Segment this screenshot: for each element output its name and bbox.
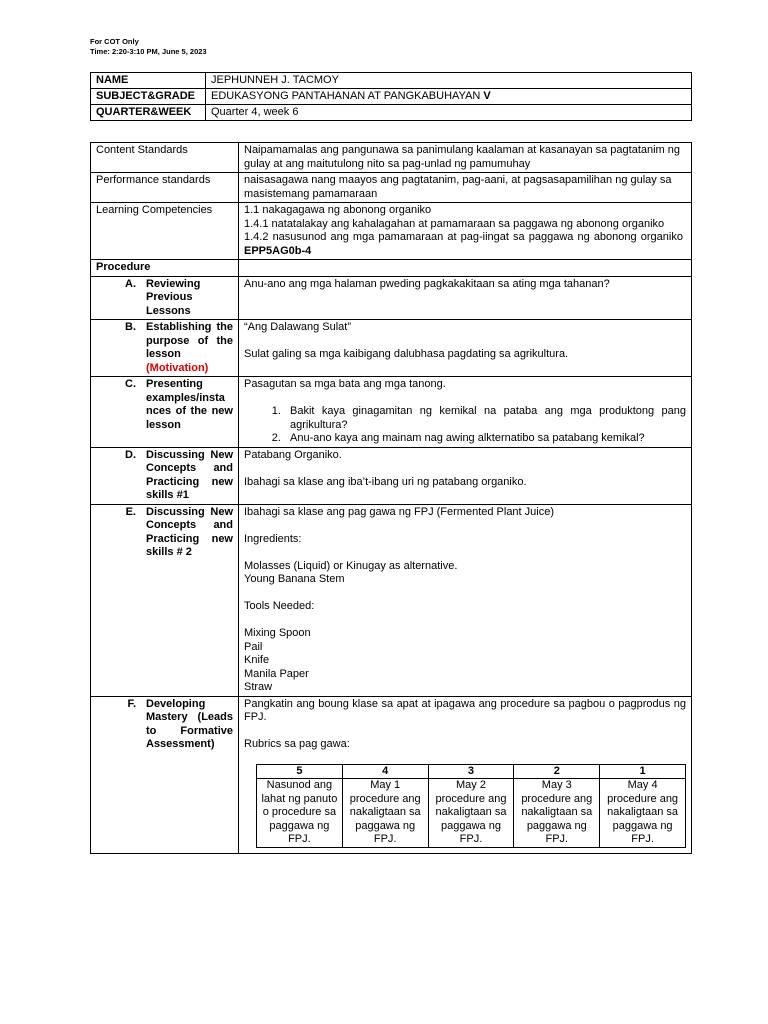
lesson-plan-table	[90, 142, 692, 854]
rubric-score: 5	[257, 764, 343, 779]
subject-value-cell	[206, 89, 692, 105]
cot-note	[90, 37, 207, 57]
rubric-desc: Nasunod ang lahat ng panuto o procedure sa paggawa ng FPJ.	[257, 779, 343, 848]
competency-3-wrap	[244, 231, 686, 258]
step-b-letter: B.	[125, 321, 136, 333]
step-a-letter: A.	[125, 277, 136, 290]
question-1: 1. Bakit kaya ginagamitan ng kemikal na pataba ang mga produktong pang agrikultura?	[284, 405, 686, 432]
cot-only-label: For COT Only	[90, 37, 139, 46]
learning-competencies-row	[91, 203, 692, 260]
ingredient-2: Young Banana Stem	[244, 573, 345, 585]
step-c-letter: C.	[125, 378, 136, 390]
step-d-title: Discussing New Concepts and Practicing new skills #1	[146, 448, 233, 501]
tool-1: Mixing Spoon	[244, 627, 311, 639]
cot-time-label: Time: 2:20-3:10 PM, June 5, 2023	[90, 47, 207, 56]
step-d-line1: Patabang Organiko.	[244, 448, 342, 461]
step-c-intro: Pasagutan sa mga bata ang mga tanong.	[244, 378, 446, 390]
performance-standards-row	[91, 173, 692, 203]
rubric-desc: May 2 procedure ang nakaligtaan sa paggawa ng FPJ.	[428, 779, 514, 848]
tool-5: Straw	[244, 681, 273, 693]
subject-value: EDUKASYONG PANTAHANAN AT PANGKABUHAYAN	[211, 90, 481, 102]
content-standards-label: Content Standards	[91, 143, 239, 173]
grade-value: V	[483, 90, 491, 102]
step-d-heading	[96, 449, 233, 503]
name-label: NAME	[91, 73, 206, 89]
step-f-title: Developing Mastery (Leads to Formative Assessment)	[146, 697, 233, 750]
learning-competencies-label: Learning Competencies	[91, 203, 239, 260]
step-c-heading	[96, 378, 233, 432]
step-d-letter: D.	[125, 448, 136, 461]
content-standards-row	[91, 143, 692, 173]
tools-label: Tools Needed:	[244, 600, 315, 612]
rubric-label: Rubrics sa pag gawa:	[244, 738, 350, 750]
step-b-note: (Motivation)	[146, 361, 209, 374]
competency-2: 1.4.1 natatalakay ang kahalagahan at pamamaraan sa paggawa ng abonong organiko	[244, 217, 665, 230]
step-e-row	[91, 504, 692, 696]
ingredients-label: Ingredients:	[244, 532, 302, 545]
competency-3: 1.4.2 nasusunod ang mga pamamaraan at pag-iingat sa paggawa ng abonong organiko	[244, 231, 683, 243]
step-a-text: Anu-ano ang mga halaman pweding pagkakakitaan sa ating mga tahanan?	[239, 276, 692, 320]
subject-label: SUBJECT&GRADE	[91, 89, 206, 105]
step-f-row	[91, 696, 692, 853]
step-e-intro: Ibahagi sa klase ang pag gawa ng FPJ (Fermented Plant Juice)	[244, 505, 555, 518]
rubric-desc-row	[257, 779, 686, 848]
step-e-letter: E.	[125, 505, 136, 518]
step-b-heading	[96, 321, 233, 375]
question-list	[244, 405, 686, 446]
tool-4: Manila Paper	[244, 667, 309, 680]
rubric-score: 4	[342, 764, 428, 779]
question-2: 2. Anu-ano kaya ang mainam nag awing alkternatibo sa patabang kemikal?	[284, 432, 686, 446]
step-a-title: Reviewing Previous Lessons	[146, 277, 201, 317]
step-a-heading	[96, 278, 233, 319]
step-d-line2: Ibahagi sa klase ang iba’t-ibang uri ng patabang organiko.	[244, 475, 527, 488]
step-c-row	[91, 377, 692, 448]
ingredient-1: Molasses (Liquid) or Kinugay as alternative.	[244, 559, 458, 572]
step-f-line1: Pangkatin ang boung klase sa apat at ipagawa ang procedure sa pagbou o pagprodus ng FPJ.	[244, 697, 686, 723]
rubric-desc: May 3 procedure ang nakaligtaan sa paggawa ng FPJ.	[514, 779, 600, 848]
rubric-score: 1	[600, 764, 686, 779]
rubric-score: 3	[428, 764, 514, 779]
step-e-title: Discussing New Concepts and Practicing new skills # 2	[146, 505, 233, 558]
step-e-heading	[96, 506, 233, 560]
tool-3: Knife	[244, 654, 270, 666]
name-value: JEPHUNNEH J. TACMOY	[206, 73, 692, 89]
procedure-row	[91, 260, 692, 277]
rubric-score-row	[257, 764, 686, 779]
performance-standards-text: naisasagawa nang maayos ang pagtatanim, pag-aani, at pagsasapamilihan ng gulay sa masistemang pamamaraan	[239, 173, 692, 203]
step-b-line1: “Ang Dalawang Sulat”	[244, 321, 352, 333]
name-row	[91, 73, 692, 89]
content-standards-text: Naipamamalas ang pangunawa sa panimulang kaalaman at kasanayan sa pagtatanim ng gulay at ang maitutulong nito sa pag-unlad ng pamumuhay	[239, 143, 692, 173]
subject-row	[91, 89, 692, 105]
rubric-desc: May 1 procedure ang nakaligtaan sa paggawa ng FPJ.	[342, 779, 428, 848]
rubric-desc: May 4 procedure ang nakaligtaan sa paggawa ng FPJ.	[600, 779, 686, 848]
step-f-heading	[96, 698, 233, 752]
quarter-value: Quarter 4, week 6	[206, 105, 692, 121]
quarter-row	[91, 105, 692, 121]
step-a-row	[91, 276, 692, 320]
step-f-letter: F.	[127, 697, 136, 710]
step-b-title: Establishing the purpose of the lesson	[146, 321, 233, 360]
competency-1: 1.1 nakagagawa ng abonong organiko	[244, 204, 432, 216]
step-d-row	[91, 447, 692, 504]
rubric-table	[256, 764, 686, 848]
step-b-line2: Sulat galing sa mga kaibigang dalubhasa pagdating sa agrikultura.	[244, 348, 569, 360]
performance-standards-label: Performance standards	[91, 173, 239, 203]
teacher-info-table	[90, 72, 692, 121]
learning-competencies-cell	[239, 203, 692, 260]
rubric-score: 2	[514, 764, 600, 779]
step-b-row	[91, 320, 692, 377]
step-c-title: Presenting examples/insta nces of the new lesson	[146, 378, 233, 431]
procedure-label: Procedure	[91, 260, 239, 277]
competency-code: EPP5AG0b-4	[244, 244, 312, 257]
tool-2: Pail	[244, 640, 263, 653]
quarter-label: QUARTER&WEEK	[91, 105, 206, 121]
